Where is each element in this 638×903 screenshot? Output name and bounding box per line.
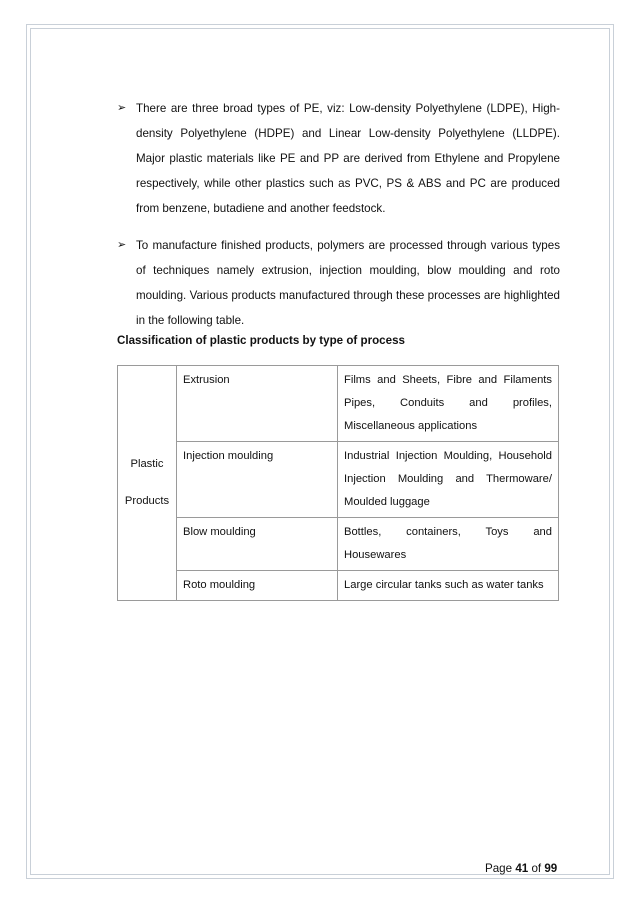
bullet-processing — [117, 233, 560, 333]
arrow-bullet-icon: ➢ — [117, 239, 127, 251]
group-label-line1: Plastic — [130, 458, 164, 470]
table-row — [118, 571, 559, 601]
arrow-bullet-icon: ➢ — [117, 102, 127, 114]
table-row — [118, 518, 559, 571]
bullet-text: To manufacture finished products, polymers are processed through various types of techniques namely extrusion, injection moulding, blow moulding and roto moulding. Various products manufactured through these processes are highlighted in the following table. — [136, 239, 560, 327]
page-separator: of — [528, 862, 545, 875]
products-cell: Large circular tanks such as water tanks — [338, 571, 559, 601]
products-cell: Films and Sheets, Fibre and Filaments Pipes, Conduits and profiles, Miscellaneous applications — [338, 366, 559, 442]
page-total: 99 — [544, 862, 558, 875]
group-label-cell — [118, 366, 177, 601]
bullet-pe-types — [117, 96, 560, 221]
table-row — [118, 366, 559, 442]
table-row — [118, 442, 559, 518]
group-label-line2: Products — [124, 495, 170, 507]
page-number — [485, 862, 557, 875]
process-cell: Injection moulding — [177, 442, 338, 518]
bullet-text: There are three broad types of PE, viz: Low-density Polyethylene (LDPE), High-density Polyethylene (HDPE) and Linear Low-density Polyethylene (LLDPE). Major plastic materials like PE and PP are derived from Ethylene and Propylene respectively, while other plastics such as PVC, PS & ABS and PC are produced from benzene, butadiene and another feedstock. — [136, 102, 560, 215]
process-cell: Roto moulding — [177, 571, 338, 601]
classification-table — [117, 365, 559, 601]
products-cell: Bottles, containers, Toys and Housewares — [338, 518, 559, 571]
page-current: 41 — [515, 862, 529, 875]
process-cell: Blow moulding — [177, 518, 338, 571]
process-cell: Extrusion — [177, 366, 338, 442]
table-caption: Classification of plastic products by type of process — [117, 334, 405, 347]
page-prefix: Page — [485, 862, 516, 875]
products-cell: Industrial Injection Moulding, Household Injection Moulding and Thermoware/ Moulded luggage — [338, 442, 559, 518]
